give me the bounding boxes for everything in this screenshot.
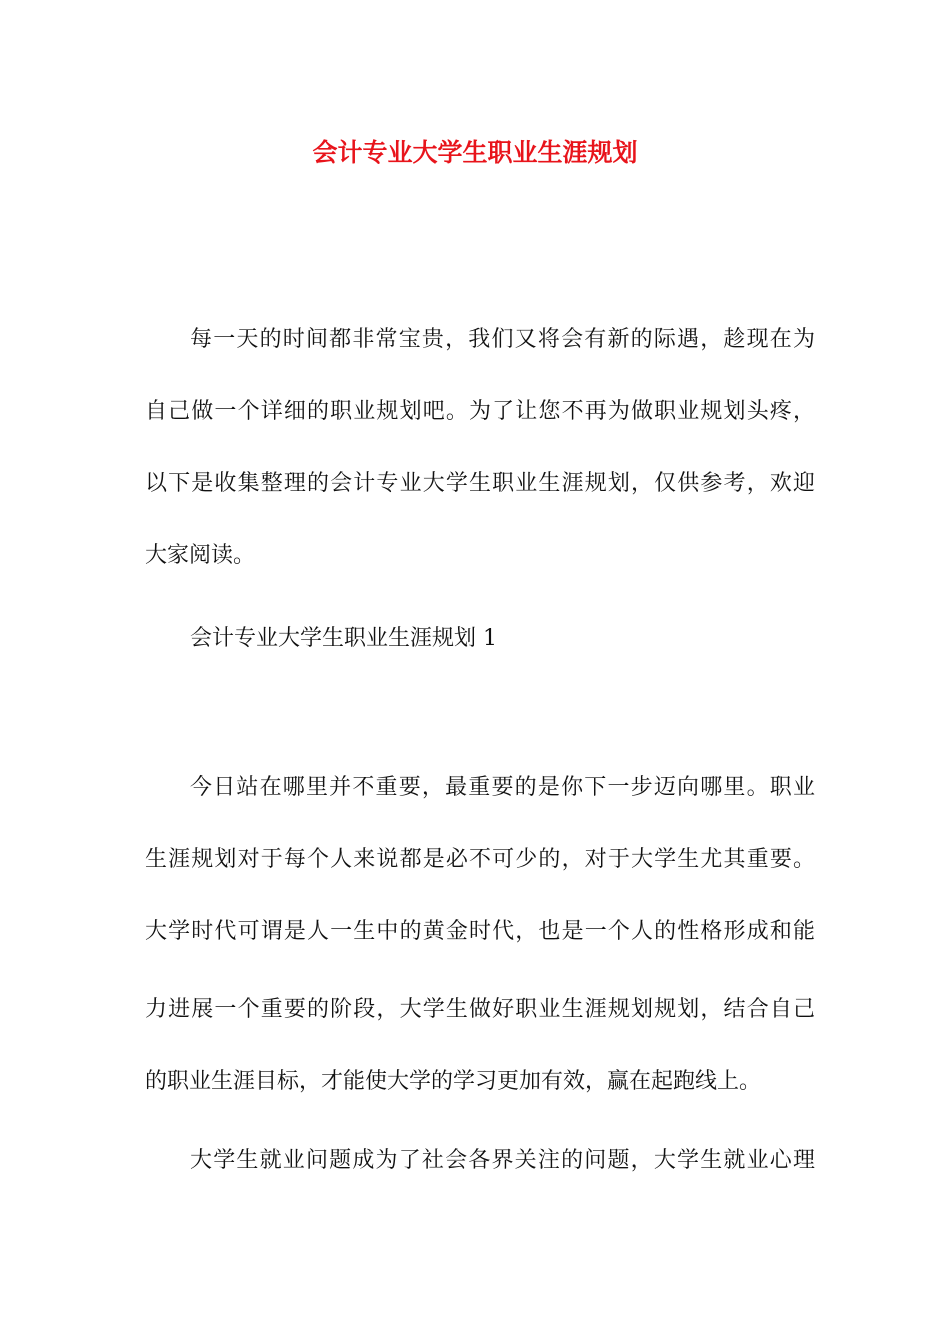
document-title: 会计专业大学生职业生涯规划: [312, 138, 638, 167]
paragraph-1-line-4: 大家阅读。: [145, 543, 256, 568]
paragraph-3-line-1: 今日站在哪里并不重要，最重要的是你下一步迈向哪里。职业: [190, 775, 815, 800]
section-heading-1: 会计专业大学生职业生涯规划 1: [190, 626, 497, 651]
paragraph-3-line-2: 生涯规划对于每个人来说都是必不可少的，对于大学生尤其重要。: [145, 847, 815, 872]
paragraph-3-line-4: 力进展一个重要的阶段，大学生做好职业生涯规划规划，结合自己: [145, 997, 815, 1022]
paragraph-1-line-1: 每一天的时间都非常宝贵，我们又将会有新的际遇，趁现在为: [190, 327, 815, 352]
paragraph-4-line-1: 大学生就业问题成为了社会各界关注的问题，大学生就业心理: [190, 1148, 815, 1173]
paragraph-1-line-2: 自己做一个详细的职业规划吧。为了让您不再为做职业规划头疼，: [145, 399, 815, 424]
paragraph-3-line-5: 的职业生涯目标，才能使大学的学习更加有效，赢在起跑线上。: [145, 1069, 762, 1094]
paragraph-1-line-3: 以下是收集整理的会计专业大学生职业生涯规划，仅供参考，欢迎: [145, 471, 815, 496]
paragraph-3-line-3: 大学时代可谓是人一生中的黄金时代，也是一个人的性格形成和能: [145, 919, 815, 944]
